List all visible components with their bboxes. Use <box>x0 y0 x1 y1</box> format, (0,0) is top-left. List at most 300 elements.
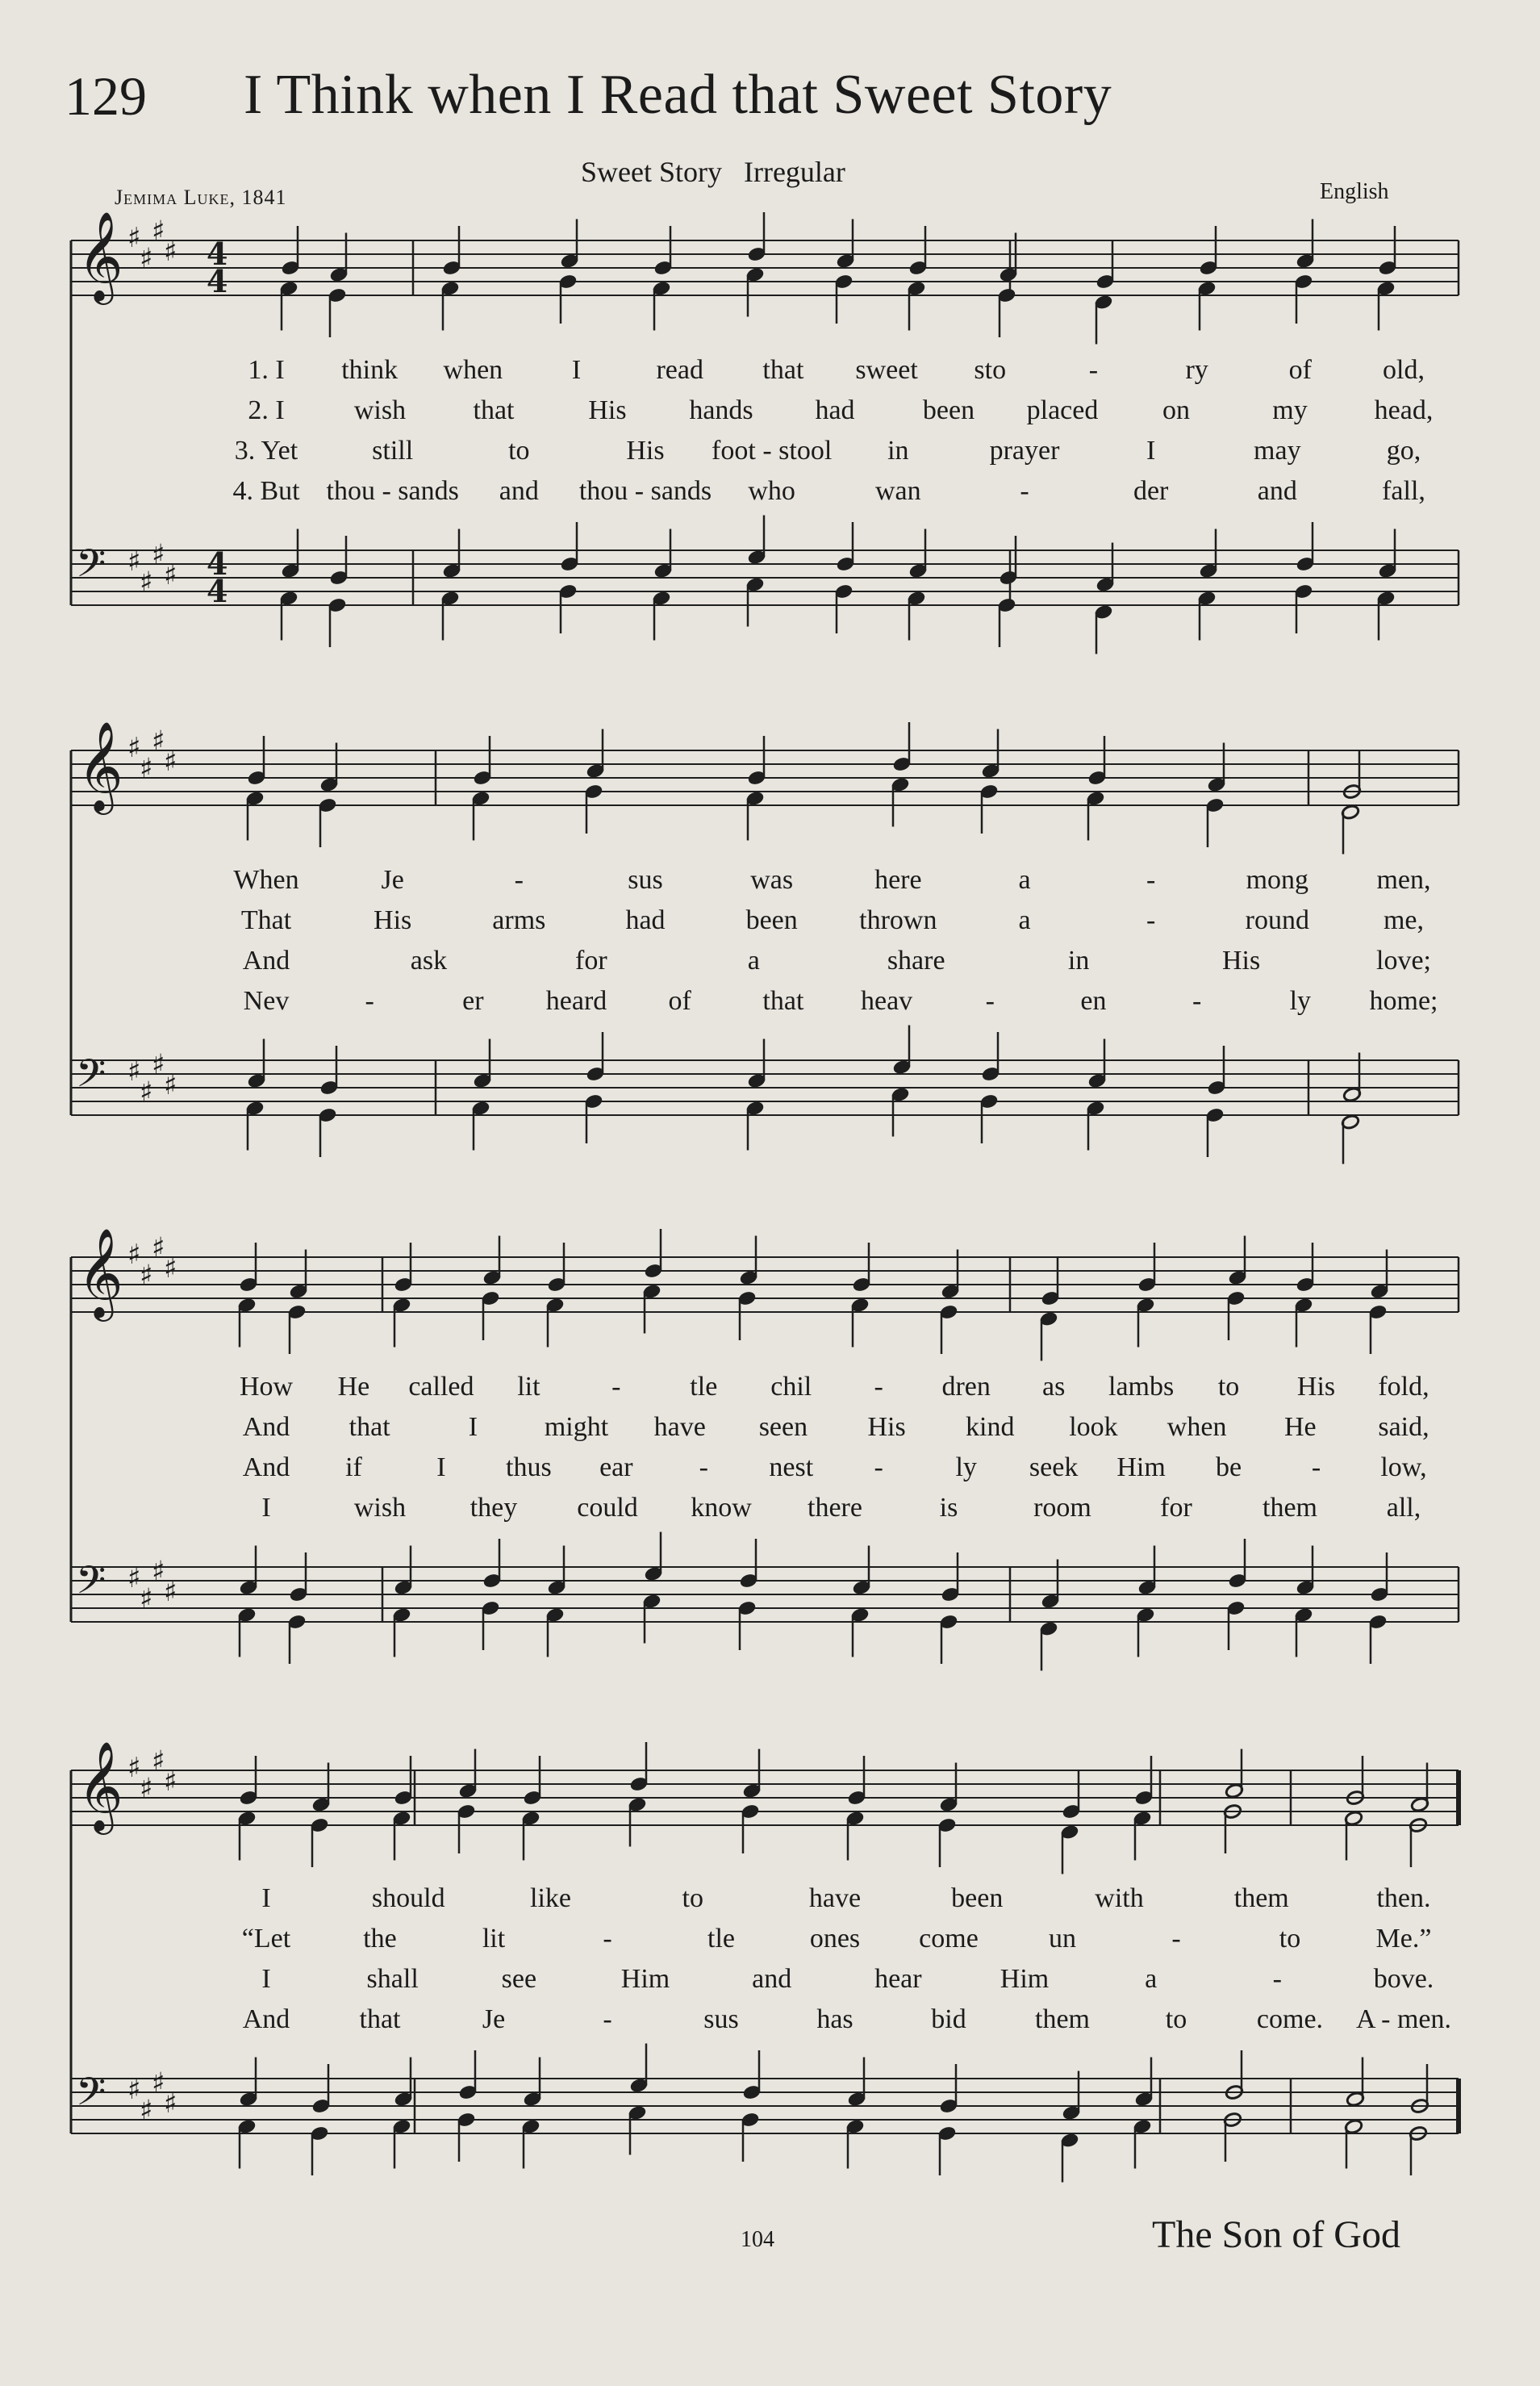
sharp-icon: ♯ <box>152 538 165 571</box>
lyric-syllable: have <box>653 1412 706 1442</box>
sharp-icon: ♯ <box>127 1239 141 1271</box>
note <box>907 281 926 331</box>
note <box>1134 1756 1154 1806</box>
lyric-syllable: when <box>443 355 503 385</box>
lyric-syllable: 3. Yet <box>234 436 298 466</box>
note <box>481 1600 500 1650</box>
note <box>523 1756 542 1806</box>
sharp-icon: ♯ <box>164 1069 177 1101</box>
lyric-syllable: that <box>762 986 804 1016</box>
lyric-syllable: love; <box>1376 946 1431 976</box>
lyric-syllable: thrown <box>859 905 937 935</box>
lyric-syllable: lit <box>482 1924 506 1954</box>
lyric-syllable: come <box>919 1924 979 1954</box>
note <box>742 2050 762 2100</box>
lyric-syllable: prayer <box>989 436 1060 466</box>
note <box>392 2119 411 2169</box>
lyric-syllable: my <box>1272 395 1308 425</box>
lyric-syllable: - <box>365 986 374 1016</box>
bass-clef-icon-3: 𝄢 <box>76 1557 106 1612</box>
lyric-syllable: ask <box>410 946 448 976</box>
lyric-syllable: placed <box>1026 395 1099 425</box>
note <box>1136 1297 1155 1348</box>
time-signature-digit: 4 <box>207 263 228 299</box>
sharp-icon: ♯ <box>152 1231 165 1264</box>
lyric-syllable: room <box>1033 1493 1091 1523</box>
note <box>653 226 673 276</box>
note <box>1376 281 1396 331</box>
note <box>457 1803 476 1853</box>
note <box>1039 1621 1058 1671</box>
lyric-syllable: And <box>242 2004 290 2034</box>
note <box>937 2125 957 2175</box>
note <box>745 1101 765 1151</box>
note <box>1370 1552 1389 1603</box>
lyric-syllable: foot - stool <box>712 436 833 466</box>
note <box>745 577 765 627</box>
note <box>1346 2058 1365 2108</box>
note <box>394 1243 413 1293</box>
note <box>521 1811 540 1861</box>
lyric-syllable: - <box>1272 1964 1282 1994</box>
lyric-syllable: with <box>1095 1883 1144 1913</box>
note <box>247 1039 266 1089</box>
note <box>328 597 347 647</box>
note <box>1296 1243 1315 1293</box>
note <box>247 736 266 786</box>
note <box>644 1532 663 1582</box>
note <box>281 529 300 579</box>
sharp-icon: ♯ <box>140 1259 153 1292</box>
lyric-syllable: was <box>750 865 794 895</box>
sharp-icon: ♯ <box>140 566 153 599</box>
sharp-icon: ♯ <box>127 222 141 254</box>
lyric-syllable: all, <box>1386 1493 1421 1523</box>
lyric-syllable: when <box>1166 1412 1227 1442</box>
lyric-syllable: and <box>1257 476 1297 506</box>
note <box>1344 1811 1363 1861</box>
note <box>629 1742 649 1792</box>
lyric-syllable: His <box>1296 1372 1336 1402</box>
lyric-syllable: nest <box>769 1452 814 1482</box>
note <box>245 1101 265 1151</box>
lyric-syllable: I <box>261 1883 271 1913</box>
note <box>237 2119 257 2169</box>
note <box>440 591 460 641</box>
lyric-syllable: His <box>626 436 665 466</box>
lyric-syllable: And <box>242 946 290 976</box>
note <box>745 791 765 841</box>
note <box>847 1756 866 1806</box>
sharp-icon: ♯ <box>140 1076 153 1109</box>
lyric-syllable: may <box>1254 436 1301 466</box>
note <box>473 1039 492 1089</box>
lyric-syllable: to <box>682 1883 703 1913</box>
note <box>1226 1600 1246 1650</box>
sharp-icon: ♯ <box>164 2087 177 2120</box>
note <box>652 281 671 331</box>
note <box>1205 797 1225 847</box>
lyric-syllable: that <box>762 355 804 385</box>
lyric-syllable: - <box>1146 865 1156 895</box>
note <box>392 1607 411 1657</box>
note <box>937 1817 957 1867</box>
bass-staff-1 <box>71 550 1459 605</box>
lyric-syllable: share <box>887 946 945 976</box>
lyric-syllable: round <box>1245 905 1309 935</box>
note <box>737 1290 757 1340</box>
lyric-syllable: seen <box>758 1412 808 1442</box>
sharp-icon: ♯ <box>140 1772 153 1805</box>
lyric-syllable: them <box>1262 1493 1317 1523</box>
lyric-syllable: had <box>625 905 666 935</box>
note <box>845 2119 865 2169</box>
note <box>310 1817 329 1867</box>
note <box>1137 1546 1157 1596</box>
lyric-syllable: seek <box>1029 1452 1079 1482</box>
note <box>245 791 265 841</box>
lyric-syllable: er <box>462 986 484 1016</box>
lyric-syllable: still <box>372 436 414 466</box>
sharp-icon: ♯ <box>140 2094 153 2127</box>
treble-clef-icon-4: 𝄞 <box>77 1740 123 1831</box>
lyric-syllable: “Let <box>241 1924 291 1954</box>
lyric-syllable: tle <box>690 1372 718 1402</box>
note <box>836 219 855 270</box>
note <box>311 2064 331 2114</box>
lyric-syllable: be <box>1216 1452 1242 1482</box>
lyric-syllable: a <box>1145 1964 1158 1994</box>
lyric-syllable: the <box>363 1924 397 1954</box>
lyric-syllable: lit <box>517 1372 540 1402</box>
note <box>318 1107 337 1157</box>
bass-clef-icon-1: 𝄢 <box>76 541 106 595</box>
lyric-syllable: a <box>1018 865 1031 895</box>
note <box>1368 1304 1388 1354</box>
lyric-syllable: them <box>1233 1883 1289 1913</box>
section-label: The Son of God <box>1152 2213 1400 2256</box>
lyric-line-system-1-verse-4 <box>0 476 1540 512</box>
note <box>239 1546 258 1596</box>
note <box>584 783 603 834</box>
note <box>1199 529 1218 579</box>
note <box>586 1032 605 1082</box>
note <box>836 522 855 572</box>
lyric-syllable: old, <box>1383 355 1425 385</box>
note <box>941 1552 960 1603</box>
lyric-syllable: ly <box>955 1452 977 1482</box>
lyric-syllable: lambs <box>1108 1372 1175 1402</box>
hymn-number: 129 <box>65 65 147 127</box>
lyric-syllable: I <box>436 1452 446 1482</box>
lyric-syllable: Nev <box>243 986 290 1016</box>
note <box>458 1749 478 1799</box>
lyric-syllable: chil <box>770 1372 812 1402</box>
bass-staff-3 <box>71 1567 1459 1622</box>
lyric-syllable: and <box>499 476 539 506</box>
lyric-syllable: How <box>239 1372 294 1402</box>
sharp-icon: ♯ <box>164 746 177 778</box>
lyric-syllable: to <box>1165 2004 1187 2034</box>
lyric-syllable: fold, <box>1378 1372 1429 1402</box>
lyric-syllable: as <box>1041 1372 1066 1402</box>
lyric-syllable: if <box>345 1452 362 1482</box>
lyric-syllable: have <box>808 1883 862 1913</box>
lyric-syllable: His <box>588 395 627 425</box>
lyric-syllable: sweet <box>855 355 918 385</box>
note <box>1228 1236 1247 1286</box>
note <box>394 1546 413 1596</box>
note <box>892 722 912 772</box>
lyric-line-system-4-verse-3 <box>0 1964 1540 1999</box>
note <box>891 777 910 827</box>
note <box>547 1546 566 1596</box>
note <box>1039 1311 1058 1361</box>
note <box>560 219 579 270</box>
author-credit: Jemima Luke, 1841 <box>115 186 287 209</box>
lyric-syllable: - <box>874 1372 883 1402</box>
note <box>892 1026 912 1076</box>
note <box>1228 1539 1247 1589</box>
note <box>482 1539 502 1589</box>
lyric-line-system-2-verse-1 <box>0 865 1540 900</box>
note <box>1226 1290 1246 1340</box>
lyric-line-system-1-verse-3 <box>0 436 1540 471</box>
note <box>1060 1824 1079 1874</box>
note <box>1041 1256 1060 1306</box>
note <box>852 1243 871 1293</box>
lyric-line-system-4-verse-2 <box>0 1924 1540 1959</box>
lyric-syllable: men, <box>1376 865 1431 895</box>
lyric-syllable: kind <box>966 1412 1015 1442</box>
sharp-icon: ♯ <box>152 1555 165 1588</box>
lyric-syllable: ones <box>809 1924 861 1954</box>
lyric-syllable: read <box>656 355 703 385</box>
note <box>1133 1811 1152 1861</box>
lyric-syllable: bid <box>931 2004 966 2034</box>
sharp-icon: ♯ <box>140 242 153 275</box>
note <box>642 1594 661 1644</box>
lyric-syllable: His <box>374 905 412 935</box>
note <box>239 1243 258 1293</box>
lyric-syllable: bove. <box>1373 1964 1434 1994</box>
note <box>1134 2058 1154 2108</box>
note <box>1199 226 1218 276</box>
lyric-syllable: 1. I <box>248 355 285 385</box>
lyric-syllable: think <box>341 355 399 385</box>
note <box>739 1539 758 1589</box>
lyric-syllable: Je <box>381 865 404 895</box>
note <box>237 1811 257 1861</box>
note <box>1296 1546 1315 1596</box>
note <box>481 1290 500 1340</box>
note <box>239 2058 258 2108</box>
lyric-syllable: for <box>1160 1493 1192 1523</box>
lyric-syllable: dren <box>941 1372 991 1402</box>
note <box>471 791 490 841</box>
lyric-syllable: come. <box>1256 2004 1324 2034</box>
lyric-syllable: a <box>1018 905 1031 935</box>
note <box>586 729 605 779</box>
lyric-syllable: Him <box>1000 1964 1050 1994</box>
note <box>1062 1770 1081 1820</box>
lyric-syllable: to <box>1279 1924 1301 1954</box>
lyric-syllable: me, <box>1383 905 1425 935</box>
sharp-icon: ♯ <box>164 559 177 591</box>
note <box>847 2058 866 2108</box>
lyric-line-system-1-verse-1 <box>0 355 1540 391</box>
lyric-syllable: shall <box>366 1964 419 1994</box>
lyric-syllable: thou - sands <box>578 476 712 506</box>
lyric-syllable: could <box>577 1493 638 1523</box>
lyric-syllable: He <box>337 1372 370 1402</box>
lyric-syllable: mong <box>1246 865 1309 895</box>
lyric-syllable: go, <box>1386 436 1421 466</box>
note <box>329 536 348 586</box>
note <box>1133 2119 1152 2169</box>
lyric-syllable: been <box>951 1883 1004 1913</box>
note <box>1376 591 1396 641</box>
lyric-syllable: ry <box>1185 355 1208 385</box>
sharp-icon: ♯ <box>127 1055 141 1088</box>
lyric-syllable: there <box>808 1493 862 1523</box>
bass-clef-icon-2: 𝄢 <box>76 1051 106 1105</box>
note <box>1207 1046 1226 1096</box>
lyric-line-system-4-verse-1 <box>0 1883 1540 1919</box>
lyric-syllable: fall, <box>1382 476 1425 506</box>
lyric-syllable: to <box>508 436 530 466</box>
note <box>287 1614 307 1664</box>
note <box>521 2119 540 2169</box>
lyric-syllable: - <box>603 2004 612 2034</box>
note <box>852 1546 871 1596</box>
lyric-syllable: home; <box>1369 986 1438 1016</box>
note <box>279 281 298 331</box>
lyric-syllable: has <box>816 2004 853 2034</box>
note <box>584 1093 603 1143</box>
sharp-icon: ♯ <box>164 1765 177 1798</box>
lyric-syllable: un <box>1049 1924 1076 1954</box>
lyric-line-system-3-verse-2 <box>0 1412 1540 1448</box>
lyric-line-system-2-verse-3 <box>0 946 1540 981</box>
note <box>237 1607 257 1657</box>
note <box>458 2050 478 2100</box>
lyric-syllable: in <box>1067 946 1090 976</box>
lyric-syllable: - <box>603 1924 612 1954</box>
treble-clef-icon-2: 𝄞 <box>77 721 123 811</box>
time-signature-digit: 4 <box>207 573 228 609</box>
note <box>1096 240 1115 290</box>
note <box>394 1756 413 1806</box>
note <box>997 597 1016 647</box>
lyric-syllable: who <box>748 476 795 506</box>
lyric-syllable: that <box>473 395 515 425</box>
lyric-syllable: 2. I <box>248 395 285 425</box>
note <box>1087 736 1107 786</box>
lyric-syllable: had <box>815 395 855 425</box>
lyric-syllable: tle <box>707 1924 735 1954</box>
note <box>457 2112 476 2162</box>
lyric-syllable: a <box>747 946 760 976</box>
note <box>1296 522 1315 572</box>
note <box>908 226 928 276</box>
time-signature-digit: 4 <box>207 545 228 582</box>
sharp-icon: ♯ <box>152 1048 165 1081</box>
lyric-syllable: And <box>242 1412 290 1442</box>
lyric-syllable: here <box>874 865 922 895</box>
sharp-icon: ♯ <box>140 1582 153 1615</box>
lyric-syllable: sus <box>703 2004 739 2034</box>
note <box>1094 295 1113 345</box>
lyric-syllable: in <box>887 436 909 466</box>
note <box>999 536 1018 586</box>
note <box>328 287 347 337</box>
note <box>558 583 578 633</box>
time-signature-digit: 4 <box>207 236 228 272</box>
lyric-syllable: hands <box>689 395 753 425</box>
lyric-syllable: A - men. <box>1355 2004 1452 2034</box>
lyric-syllable: - <box>611 1372 621 1402</box>
note <box>392 1297 411 1348</box>
note <box>547 1243 566 1293</box>
note <box>939 2064 958 2114</box>
lyric-syllable: en <box>1080 986 1107 1016</box>
note <box>237 1297 257 1348</box>
lyric-syllable: thou - sands <box>326 476 459 506</box>
lyric-syllable: head, <box>1374 395 1434 425</box>
lyric-syllable: ear <box>599 1452 633 1482</box>
lyric-syllable: - <box>985 986 995 1016</box>
lyric-syllable: heard <box>545 986 607 1016</box>
note <box>834 274 853 324</box>
note <box>1205 1107 1225 1157</box>
lyric-syllable: - <box>1171 1924 1181 1954</box>
lyric-syllable: And <box>242 1452 290 1482</box>
lyric-line-system-1-verse-2 <box>0 395 1540 431</box>
note <box>310 2125 329 2175</box>
lyric-syllable: of <box>1288 355 1312 385</box>
note <box>979 783 999 834</box>
sharp-icon: ♯ <box>164 1576 177 1608</box>
note <box>287 1304 307 1354</box>
lyric-syllable: 4. But <box>232 476 300 506</box>
lyric-syllable: low, <box>1380 1452 1427 1482</box>
note <box>1094 604 1113 654</box>
lyric-syllable: sto <box>974 355 1007 385</box>
lyric-syllable: - <box>514 865 524 895</box>
bass-clef-icon-4: 𝄢 <box>76 2069 106 2124</box>
note <box>652 591 671 641</box>
lyric-syllable: - <box>1192 986 1202 1016</box>
note <box>1294 1607 1313 1657</box>
note <box>979 1093 999 1143</box>
sharp-icon: ♯ <box>164 236 177 268</box>
note <box>319 1046 339 1096</box>
note <box>279 591 298 641</box>
note <box>442 226 461 276</box>
note <box>737 1600 757 1650</box>
note <box>558 274 578 324</box>
sharp-icon: ♯ <box>127 2074 141 2106</box>
lyric-syllable: of <box>668 986 691 1016</box>
note <box>981 1032 1000 1082</box>
lyric-syllable: been <box>922 395 975 425</box>
lyric-syllable: I <box>571 355 582 385</box>
lyric-syllable: I <box>261 1493 271 1523</box>
lyric-syllable: that <box>359 2004 401 2034</box>
lyric-syllable: should <box>371 1883 445 1913</box>
lyric-syllable: hear <box>874 1964 922 1994</box>
